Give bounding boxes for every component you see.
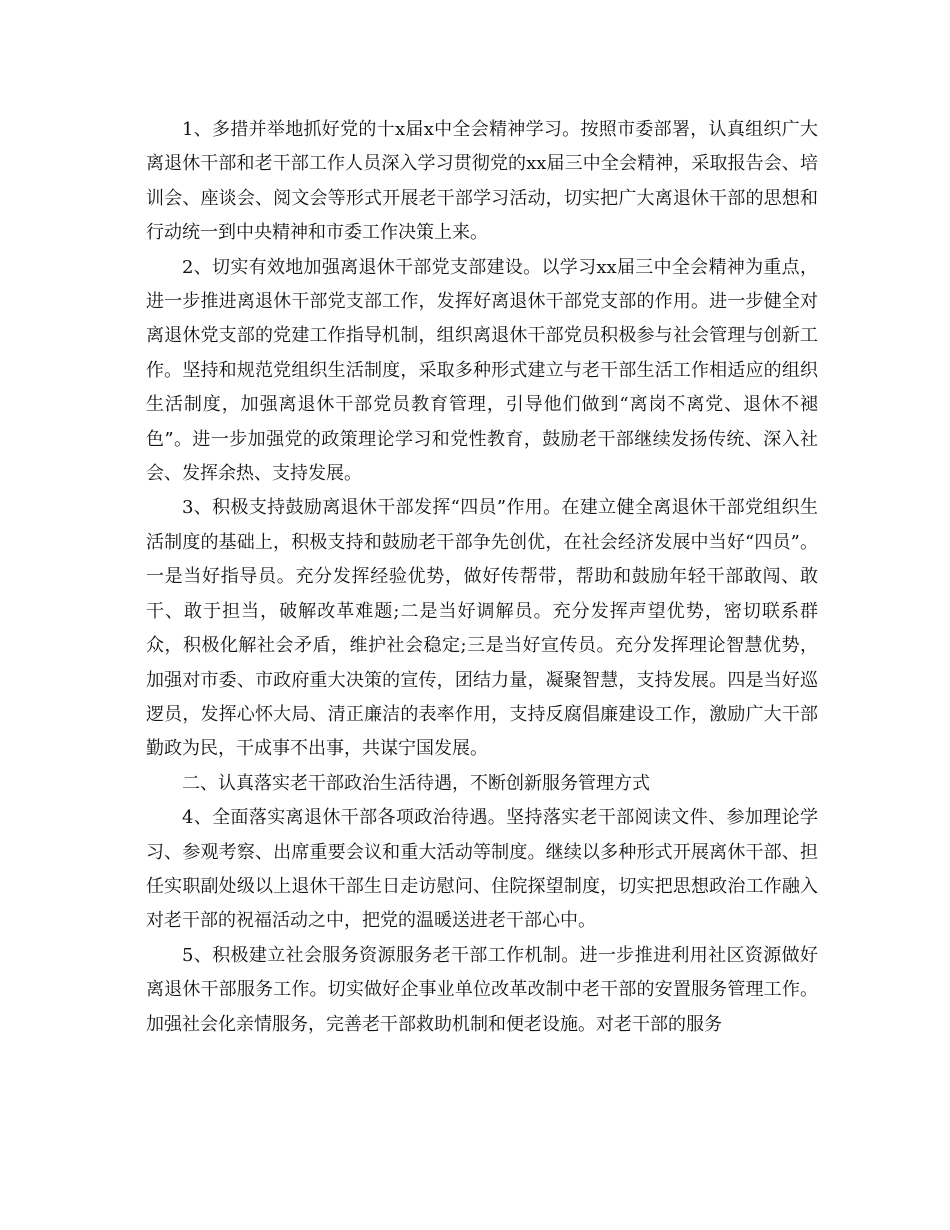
section-heading: 二、认真落实老干部政治生活待遇，不断创新服务管理方式 <box>182 772 650 794</box>
paragraph-5: 5、积极建立社会服务资源服务老干部工作机制。进一步推进利用社区资源做好离退休干部服务工作。切实做好企事业单位改革改制中老干部的安置服务管理工作。加强社会化亲情服务，完善老干部救助机制和便老设施。对老干部的服务 <box>146 944 818 1035</box>
document-body <box>146 113 818 1042</box>
paragraph-4: 4、全面落实离退休干部各项政治待遇。坚持落实老干部阅读文件、参加理论学习、参观考察、出席重要会议和重大活动等制度。继续以多种形式开展离休干部、担任实职副处级以上退休干部生日走访慰问、住院探望制度，切实把思想政治工作融入对老干部的祝福活动之中，把党的温暖送进老干部心中。 <box>146 807 818 932</box>
paragraph-2: 2、切实有效地加强离退休干部党支部建设。以学习xx届三中全会精神为重点，进一步推进离退休干部党支部工作，发挥好离退休干部党支部的作用。进一步健全对离退休党支部的党建工作指导机制，组织离退休干部党员积极参与社会管理与创新工作。坚持和规范党组织生活制度，采取多种形式建立与老干部生活工作相适应的组织生活制度，加强离退休干部党员教育管理，引导他们做到“离岗不离党、退休不褪色”。进一步加强党的政策理论学习和党性教育，鼓励老干部继续发扬传统、深入社会、发挥余热、支持发展。 <box>146 256 818 485</box>
paragraph-3: 3、积极支持鼓励离退休干部发挥“四员”作用。在建立健全离退休干部党组织生活制度的基础上，积极支持和鼓励老干部争先创优，在社会经济发展中当好“四员”。一是当好指导员。充分发挥经验优势，做好传帮带，帮助和鼓励年轻干部敢闯、敢干、敢于担当，破解改革难题;二是当好调解员。充分发挥声望优势，密切联系群众，积极化解社会矛盾，维护社会稳定;三是当好宣传员。充分发挥理论智慧优势，加强对市委、市政府重大决策的宣传，团结力量，凝聚智慧，支持发展。四是当好巡逻员，发挥心怀大局、清正廉洁的表率作用，支持反腐倡廉建设工作，激励广大干部勤政为民，干成事不出事，共谋宁国发展。 <box>146 497 818 760</box>
paragraph-1: 1、多措并举地抓好党的十x届x中全会精神学习。按照市委部署，认真组织广大离退休干部和老干部工作人员深入学习贯彻党的xx届三中全会精神，采取报告会、培训会、座谈会、阅文会等形式开展老干部学习活动，切实把广大离退休干部的思想和行动统一到中央精神和市委工作决策上来。 <box>146 119 818 244</box>
